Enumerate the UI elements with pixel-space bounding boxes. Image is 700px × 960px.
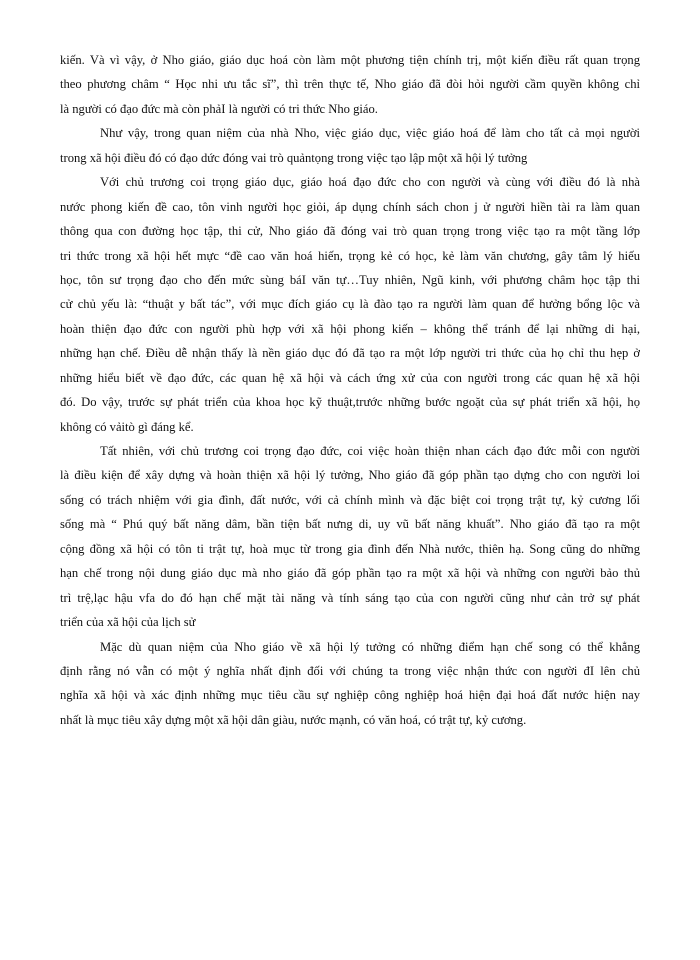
paragraph [60,48,640,121]
text-line: không có vảitò gì đáng kể. [60,419,194,434]
text-line: triển của xã hội của lịch sử [60,615,196,630]
text-line: tri thức trong xã hội hết mực “đề cao văn hoá hiến, trọng kẻ có học, kẻ làm văn chương, gây tâm lý hiếu [60,248,640,263]
text-line: là người có đạo đức mà còn phảI là người có tri thức Nho giáo. [60,101,378,116]
text-line: định rằng nó vẫn có một ý nghĩa nhất định đối với chúng ta trong việc nhận thức con người đI lên chủ [60,663,640,678]
paragraph [60,170,640,439]
text-line: sống có trách nhiệm với gia đình, đất nước, với cả chính mình và đặc biệt coi trọng trật tự, kỷ cương lối [60,492,640,507]
text-line: cộng đồng xã hội có tôn ti trật tự, hoà mục từ trong gia đình đến Nhà nước, thiên hạ. Song cũng do những [60,541,640,556]
text-line: nghĩa xã hội và xác định những mục tiêu cầu sự nghiệp công nghiệp hoá hiện đại hoá đất nước hiện nay [60,688,640,703]
text-line: những hiểu biết về đạo đức, các quan hệ xã hội và cách ứng xử của con người trong các quan hệ xã hội [60,370,640,385]
text-line: học, tôn sư trọng đạo cho đến mức sùng báI văn tự…Tuy nhiên, Ngũ kinh, với phương châm học tập thi [60,272,640,287]
paragraph [60,439,640,635]
document-page [60,48,640,732]
text-line: thông qua con đường học tập, thi cử, Nho giáo đã đóng vai trò quan trọng trong việc tạo ra một tầng lớp [60,224,640,239]
text-line: hoàn thiện đạo đức con người phù hợp với xã hội phong kiến – không thể tránh để lại những di hại, [60,321,640,336]
text-line: sống mà “ Phú quý bất năng dâm, bần tiện bất nưng di, uy vũ bất năng khuất”. Nho giáo đã tạo ra một [60,517,640,532]
text-line: đó. Do vậy, trước sự phát triển của khoa học kỹ thuật,trước những bước ngoặt của sự phát triển xã hội, họ [60,395,640,410]
text-line: Với chủ trương coi trọng giáo dục, giáo hoá đạo đức cho con người và cùng với điều đó là nhà [100,175,640,190]
paragraph [60,635,640,733]
text-line: nước phong kiến đề cao, tôn vinh người học giỏi, áp dụng chính sách chon j ử người hiền tài ra làm quan [60,199,640,214]
text-line: kiến. Và vì vậy, ở Nho giáo, giáo dục hoá còn làm một phương tiện chính trị, một kiến điều rất quan trọng [60,53,640,67]
text-line: trong xã hội điều đó có đạo dức đóng vai trò quảntọng trong việc tạo lập một xã hội lý tưởng [60,150,528,165]
text-line: Như vậy, trong quan niệm của nhà Nho, việc giáo dục, việc giáo hoá để làm cho tất cả mọi người [100,126,640,141]
text-line: theo phương châm “ Học nhi ưu tắc sĩ”, thì trên thực tế, Nho giáo đã đòi hỏi người cầm quyền không chỉ [60,77,640,92]
text-line: nhất là mục tiêu xây dựng một xã hội dân giàu, nước mạnh, có văn hoá, có trật tự, kỷ cương. [60,712,527,727]
text-line: hạn chế trong nội dung giáo dục mà nho giáo đã góp phần tạo ra một xã hội và những con người bảo thủ [60,566,640,581]
text-line: Tất nhiên, với chủ trương coi trọng đạo đức, coi việc hoàn thiện nhan cách đạo đức mỗi con người [100,444,640,458]
text-line: những hạn chế. Điều dễ nhận thấy là nền giáo dục đó đã tạo ra một lớp người tri thức của họ chỉ thu hẹp ở [60,346,640,361]
text-line: cử chủ yếu là: “thuật y bất tác”, với mục đích giáo cụ là đào tạo ra người làm quan để hưởng bổng lộc và [60,297,640,312]
paragraph [60,121,640,170]
text-line: là điều kiện để xây dựng và hoàn thiện xã hội lý tưởng, Nho giáo đã góp phần tạo dựng cho con người loi [60,468,640,483]
text-line: trì trệ,lạc hậu vfa do đó hạn chế mặt tài năng và tính sáng tạo của con người cũng như cản trở sự phát [60,590,640,605]
text-line: Mặc dù quan niệm của Nho giáo về xã hội lý tưởng có những điểm hạn chế song có thể khẳng [100,639,640,654]
